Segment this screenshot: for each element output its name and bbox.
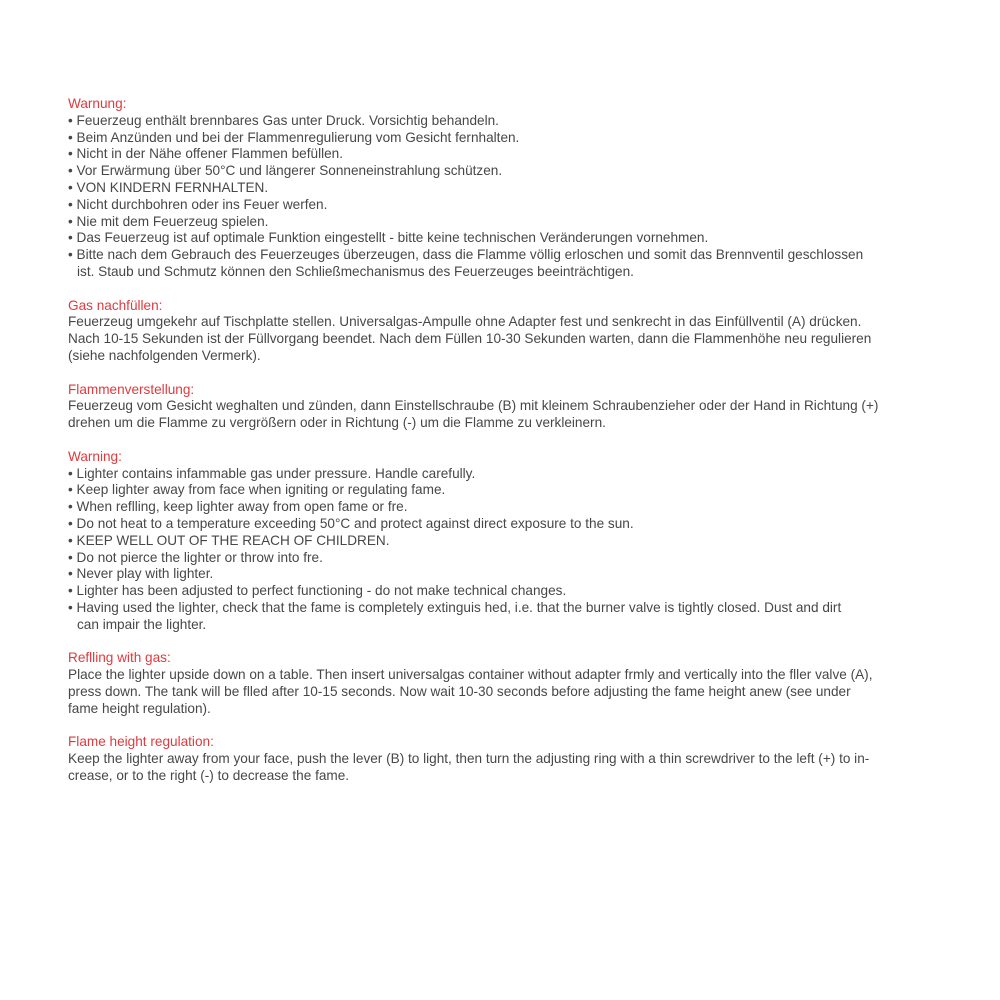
text-line: Keep the lighter away from your face, push the lever (B) to light, then turn the adjusting ring with a thin screwdriver to the left (+) to in- (68, 751, 870, 767)
text-line: • Feuerzeug enthält brennbares Gas unter Druck. Vorsichtig behandeln. (68, 112, 499, 128)
text-line: fame height regulation). (68, 700, 211, 716)
text-line: • Keep lighter away from face when igniting or regulating fame. (68, 482, 446, 498)
section (68, 96, 928, 281)
section-heading: Flammenverstellung: (68, 381, 195, 397)
text-line: • Nicht durchbohren oder ins Feuer werfen. (68, 196, 328, 212)
section (68, 449, 928, 634)
section-heading: Warnung: (68, 96, 127, 111)
section (68, 382, 928, 432)
text-line: Feuerzeug umgekehr auf Tischplatte stellen. Universalgas-Ampulle ohne Adapter fest und senkrecht in das Einfüllventil (A) drücken. (68, 314, 862, 330)
section-heading: Warning: (68, 448, 122, 464)
text-line: • Never play with lighter. (68, 566, 214, 582)
text-line: • Nicht in der Nähe offener Flammen befüllen. (68, 146, 344, 162)
text-line: • Vor Erwärmung über 50°C und längerer Sonneneinstrahlung schützen. (68, 163, 503, 179)
section (68, 298, 928, 365)
text-line: • Nie mit dem Feuerzeug spielen. (68, 213, 269, 229)
text-line: • Bitte nach dem Gebrauch des Feuerzeuges überzeugen, dass die Flamme völlig erloschen und somit das Brennventil geschlossen (68, 247, 864, 263)
section-heading: Gas nachfüllen: (68, 297, 163, 313)
text-line: press down. The tank will be flled after 10-15 seconds. Now wait 10-30 seconds before adjusting the fame height anew (see under (68, 683, 851, 699)
text-line: Place the lighter upside down on a table. Then insert universalgas container without adapter frmly and vertically into the fller valve (A), (68, 667, 873, 683)
text-line: • Do not pierce the lighter or throw into fre. (68, 549, 323, 565)
section (68, 650, 928, 717)
text-line: • Having used the lighter, check that the fame is completely extinguis hed, i.e. that the burner valve is tightly closed. Dust and dirt (68, 599, 842, 615)
text-line: • Das Feuerzeug ist auf optimale Funktion eingestellt - bitte keine technischen Veränderungen vornehmen. (68, 230, 709, 246)
section (68, 734, 928, 784)
instruction-sheet (68, 96, 928, 801)
text-line: (siehe nachfolgenden Vermerk). (68, 347, 261, 363)
text-line: • When reflling, keep lighter away from open fame or fre. (68, 499, 408, 515)
text-line: can impair the lighter. (77, 616, 207, 632)
text-line: • Beim Anzünden und bei der Flammenregulierung vom Gesicht fernhalten. (68, 129, 520, 145)
text-line: • Lighter has been adjusted to perfect functioning - do not make technical changes. (68, 583, 567, 599)
section-heading: Flame height regulation: (68, 734, 214, 750)
text-line: • KEEP WELL OUT OF THE REACH OF CHILDREN. (68, 532, 390, 548)
text-line: • VON KINDERN FERNHALTEN. (68, 179, 269, 195)
text-line: Feuerzeug vom Gesicht weghalten und zünden, dann Einstellschraube (B) mit kleinem Schraubenzieher oder der Hand in Richtung (+) (68, 398, 879, 414)
text-line: Nach 10-15 Sekunden ist der Füllvorgang beendet. Nach dem Füllen 10-30 Sekunden warten, dann die Flammenhöhe neu regulieren (68, 331, 872, 347)
text-line: crease, or to the right (-) to decrease the fame. (68, 767, 350, 783)
section-heading: Reflling with gas: (68, 650, 171, 666)
text-line: ist. Staub und Schmutz können den Schließmechanismus des Feuerzeuges beeinträchtigen. (77, 263, 634, 279)
text-line: • Lighter contains infammable gas under pressure. Handle carefully. (68, 465, 476, 481)
text-line: drehen um die Flamme zu vergrößern oder in Richtung (-) um die Flamme zu verkleinern. (68, 415, 606, 431)
text-line: • Do not heat to a temperature exceeding 50°C and protect against direct exposure to the sun. (68, 515, 634, 531)
